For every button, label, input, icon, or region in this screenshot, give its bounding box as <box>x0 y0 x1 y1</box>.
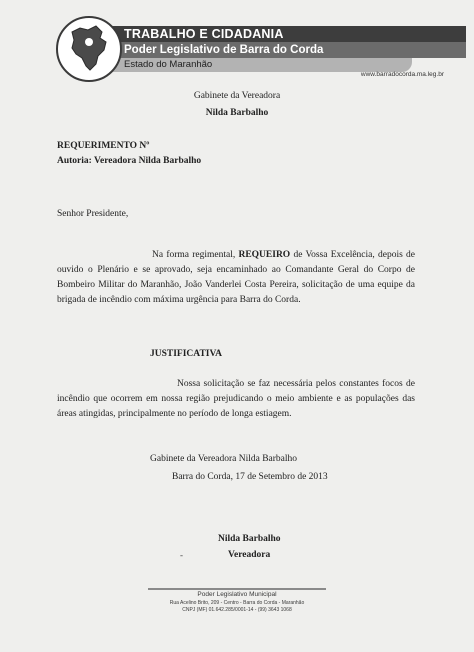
body-part1: Na forma regimental, <box>152 250 239 260</box>
footer-institution: Poder Legislativo Municipal <box>197 591 277 598</box>
salutation: Senhor Presidente, <box>57 209 129 219</box>
header-subtitle: Poder Legislativo de Barra do Corda <box>124 44 324 56</box>
closing-office: Gabinete da Vereadora Nilda Barbalho <box>150 454 298 464</box>
signature-role: Vereadora <box>228 550 271 560</box>
signature-mark: - <box>180 550 183 560</box>
header-title: TRABALHO E CIDADANIA <box>124 27 284 41</box>
office-name: Nilda Barbalho <box>205 108 269 118</box>
justification-title: JUSTIFICATIVA <box>150 349 222 359</box>
footer-contact: CNPJ (MF) 01.642.285/0001-14 - (99) 3643 1068 <box>182 607 292 613</box>
office-line: Gabinete da Vereadora <box>193 91 281 101</box>
header-state: Estado do Maranhão <box>124 59 213 70</box>
maranhao-map-icon <box>58 18 120 80</box>
body-part2: de Vossa Excelência, depois de ouvido o Plenário e se aprovado, seja encaminhado ao Comandante Geral do Corpo de Bombeiro Militar do Maranhão, João Vanderlei Costa Pereira, solicitação de uma equipe da brigada de incêndio com máxima urgência para Barra do Corda. <box>57 250 415 305</box>
request-author: Autoria: Vereadora Nilda Barbalho <box>57 156 202 166</box>
footer-divider <box>148 588 326 590</box>
website-url: www.barradocorda.ma.leg.br <box>360 71 444 78</box>
request-title: REQUERIMENTO Nº <box>57 141 150 151</box>
closing-place-date: Barra do Corda, 17 de Setembro de 2013 <box>172 472 328 482</box>
chamber-logo <box>56 16 122 82</box>
justification-text: Nossa solicitação se faz necessária pelos constantes focos de incêndio que ocorrem em nossa região prejudicando o meio ambiente e as populações das áreas atingidas, principalmente no período de longa estiagem. <box>57 379 415 419</box>
body-keyword: REQUEIRO <box>238 250 291 260</box>
signature-name: Nilda Barbalho <box>218 534 281 544</box>
request-body <box>57 248 415 308</box>
footer-address: Rua Acelino Brito, 209 - Centro - Barra do Corda - Maranhão <box>169 600 305 606</box>
justification-body <box>57 377 415 422</box>
